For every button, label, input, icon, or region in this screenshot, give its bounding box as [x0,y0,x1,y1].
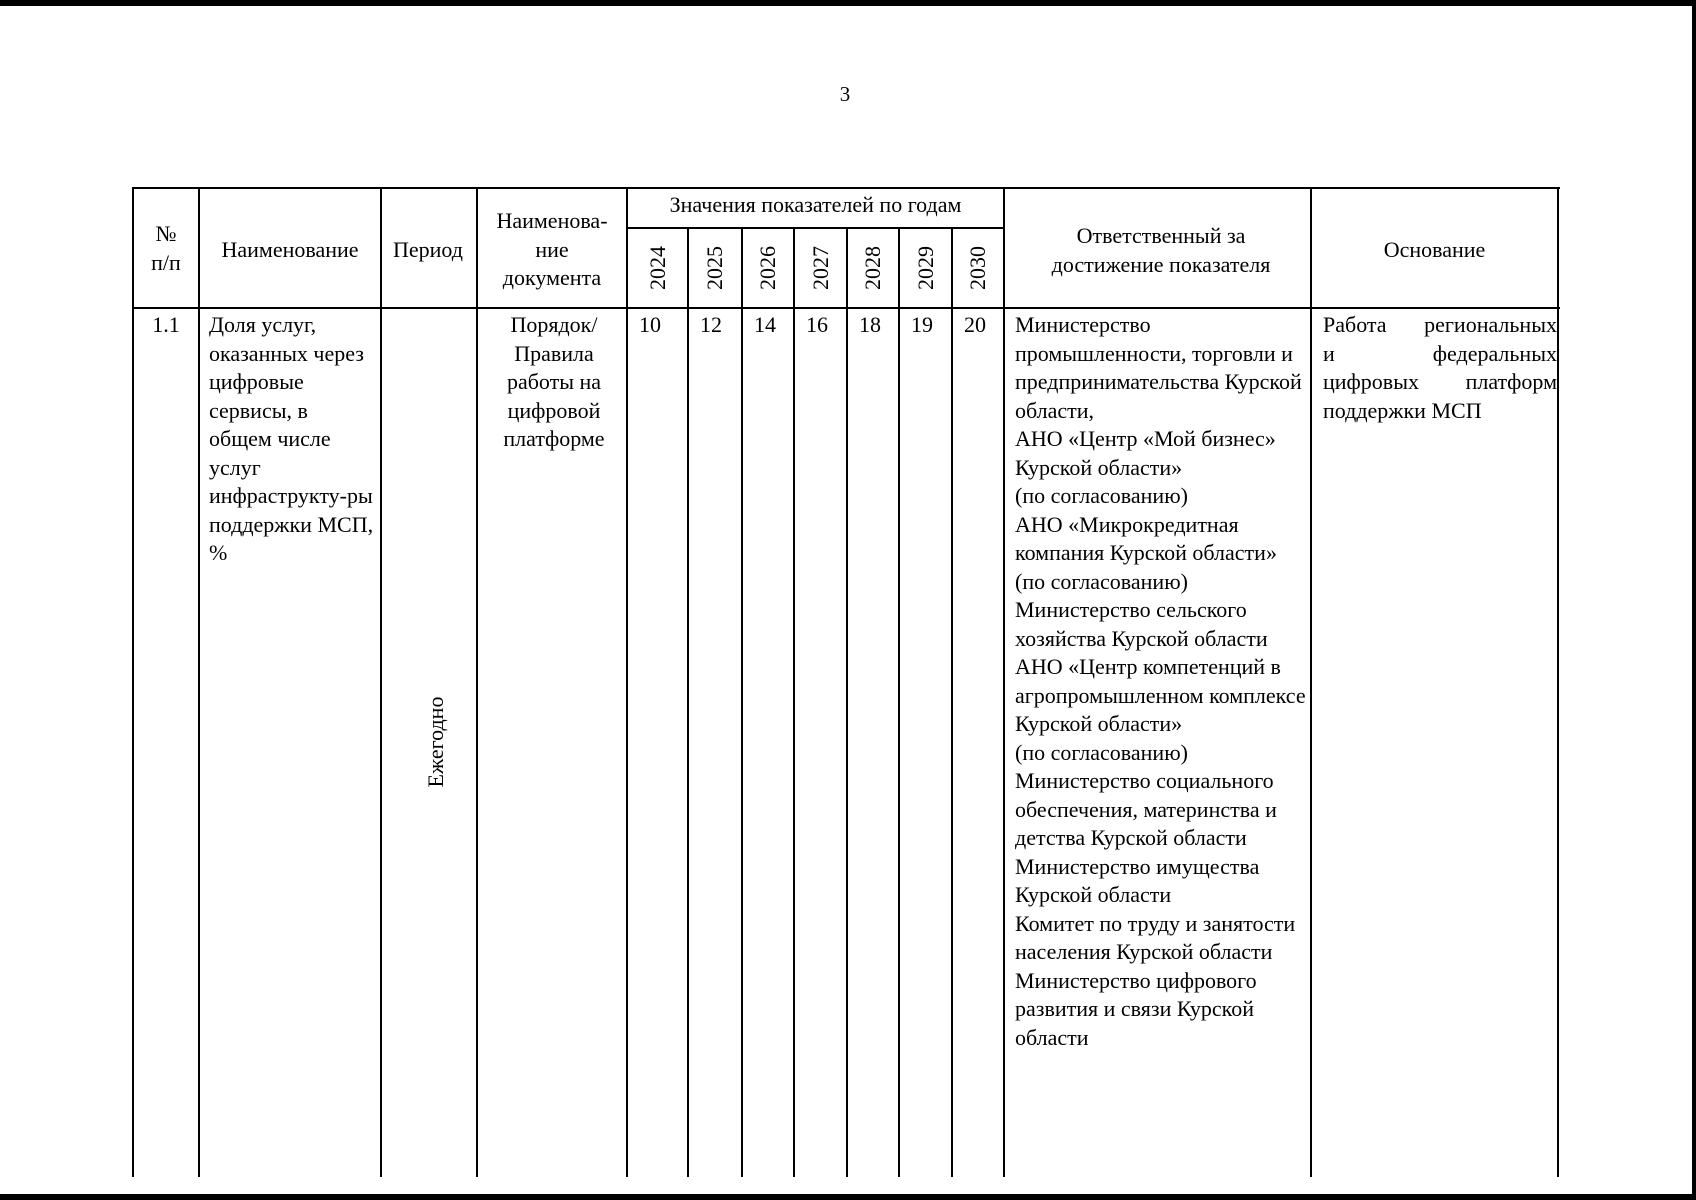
row-value-2025: 12 [700,312,722,337]
header-document: Наименова-ние документа [496,208,608,290]
row-period: Ежегодно [423,696,448,788]
header-year-2027: 2027 [808,246,833,290]
responsible-line: Министерство социального обеспечения, материнства и детства Курской области [1015,768,1277,850]
scan-border-bottom [0,1194,1696,1200]
header-values-by-year: Значения показателей по годам [669,192,962,217]
header-year-2029: 2029 [913,246,938,290]
row-name: Доля услуг, оказанных через цифровые сервисы, в общем числе услуг инфраструкту-ры поддержки МСП, % [209,312,374,565]
row-value-2030: 20 [964,312,986,337]
responsible-line: Министерство промышленности, торговли и предпринимательства Курской области, [1015,312,1302,423]
col-line [793,227,795,1177]
col-line [687,227,689,1177]
responsible-line: АНО «Микрокредитная компания Курской области» [1015,511,1277,565]
basis-line: и федеральных [1323,340,1557,366]
row-responsible [1015,311,1315,1052]
basis-line: цифровых платформ [1323,369,1557,394]
row-num: 1.1 [152,312,180,337]
col-line [380,187,382,1177]
responsible-line: Министерство имущества Курской области [1015,853,1260,907]
basis-line: Работа региональных [1323,312,1557,337]
header-year-2030: 2030 [965,246,990,290]
responsible-line: АНО «Центр «Мой бизнес» Курской области» [1015,426,1276,480]
header-year-2028: 2028 [860,246,885,290]
header-basis: Основание [1383,237,1486,262]
header-num: № п/п [151,221,181,275]
col-line [1557,187,1559,1177]
col-line [476,187,478,1177]
page-number: 3 [839,82,851,106]
header-name: Наименование [221,237,359,262]
col-line [846,227,848,1177]
header-responsible: Ответственный за достижение показателя [1051,223,1271,277]
col-line [741,227,743,1177]
header-year-2024: 2024 [645,246,670,290]
responsible-line: (по согласованию) [1015,739,1188,765]
row-document: Порядок/ Правила работы на цифровой платформе [503,312,605,451]
scan-border-top [0,0,1696,6]
col-line [951,227,953,1177]
header-year-2026: 2026 [755,246,780,290]
row-value-2024: 10 [639,312,661,337]
row-value-2026: 14 [754,312,776,337]
row-value-2028: 18 [859,312,881,337]
col-line [198,187,200,1177]
row-value-2027: 16 [806,312,828,337]
header-year-2025: 2025 [702,246,727,290]
table-top-border [132,187,1560,189]
responsible-line: АНО «Центр компетенций в агропромышленном комплексе Курской области» [1015,654,1306,736]
col-line [898,227,900,1177]
col-line [1003,187,1005,1177]
responsible-line: Министерство сельского хозяйства Курской области [1015,597,1268,651]
responsible-line: Министерство цифрового развития и связи Курской области [1015,967,1257,1050]
responsible-line: (по согласованию) [1015,483,1188,508]
row-basis [1323,311,1557,425]
year-header-divider [626,227,1003,229]
row-value-2029: 19 [911,312,933,337]
scan-border-right [1692,0,1696,1200]
responsible-line: (по согласованию) [1015,568,1188,594]
basis-line: поддержки МСП [1323,397,1482,423]
responsible-line: Комитет по труду и занятости населения Курской области [1015,910,1296,964]
header-period: Период [393,237,463,262]
